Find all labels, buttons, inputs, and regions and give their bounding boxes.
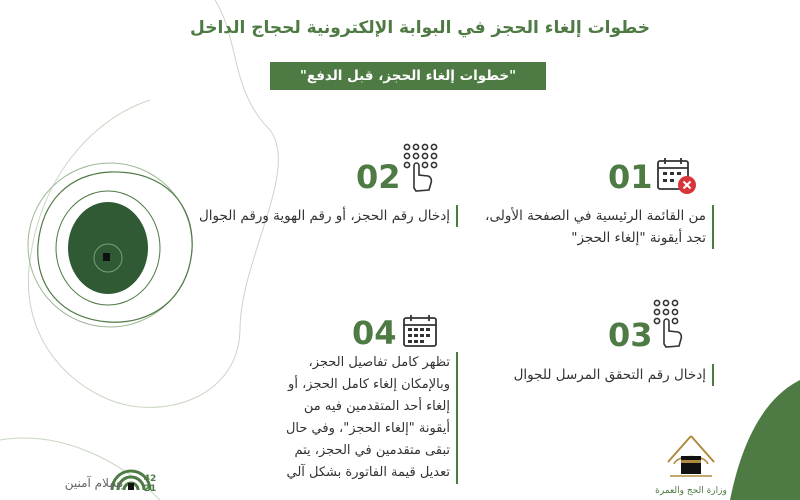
ministry-emblem-icon: [664, 434, 718, 482]
page-title: خطوات إلغاء الحجز في البوابة الإلكترونية لحجاج الداخل: [190, 18, 650, 38]
subtitle-banner: "خطوات إلغاء الحجز، قبل الدفع": [270, 62, 546, 90]
step-4-number: 04: [352, 314, 397, 352]
logo-text: بسلام آمنين: [64, 476, 124, 490]
calendar-cancel-icon: [656, 156, 700, 196]
step-3-number: 03: [608, 316, 653, 354]
step-4-text: تظهر كامل تفاصيل الحجز، وبالإمكان إلغاء كامل الحجز، أو إلغاء أحد المتقدمين فيه من أيقونة "إلغاء الحجز"، وفي حال تبقى متقدمين في الحجز، يتم تعديل قيمة الفاتورة بشكل آلي: [282, 352, 458, 484]
kaaba-map-illustration: [28, 163, 192, 327]
logo-numbers: 42 21: [143, 474, 157, 494]
step-1-text: من القائمة الرئيسية في الصفحة الأولى، تجد أيقونة "إلغاء الحجز": [470, 205, 714, 249]
step-2-number: 02: [356, 158, 401, 196]
keypad-tap-icon: [402, 142, 438, 194]
step-1-number: 01: [608, 158, 653, 196]
calendar-grid-icon: [402, 314, 438, 348]
step-2-text: إدخال رقم الحجز، أو رقم الهوية ورقم الجوال: [180, 205, 458, 227]
step-3-text: إدخال رقم التحقق المرسل للجوال: [510, 364, 714, 386]
ministry-name: وزارة الحج والعمرة: [655, 486, 727, 496]
keypad-tap-icon: [652, 298, 688, 350]
